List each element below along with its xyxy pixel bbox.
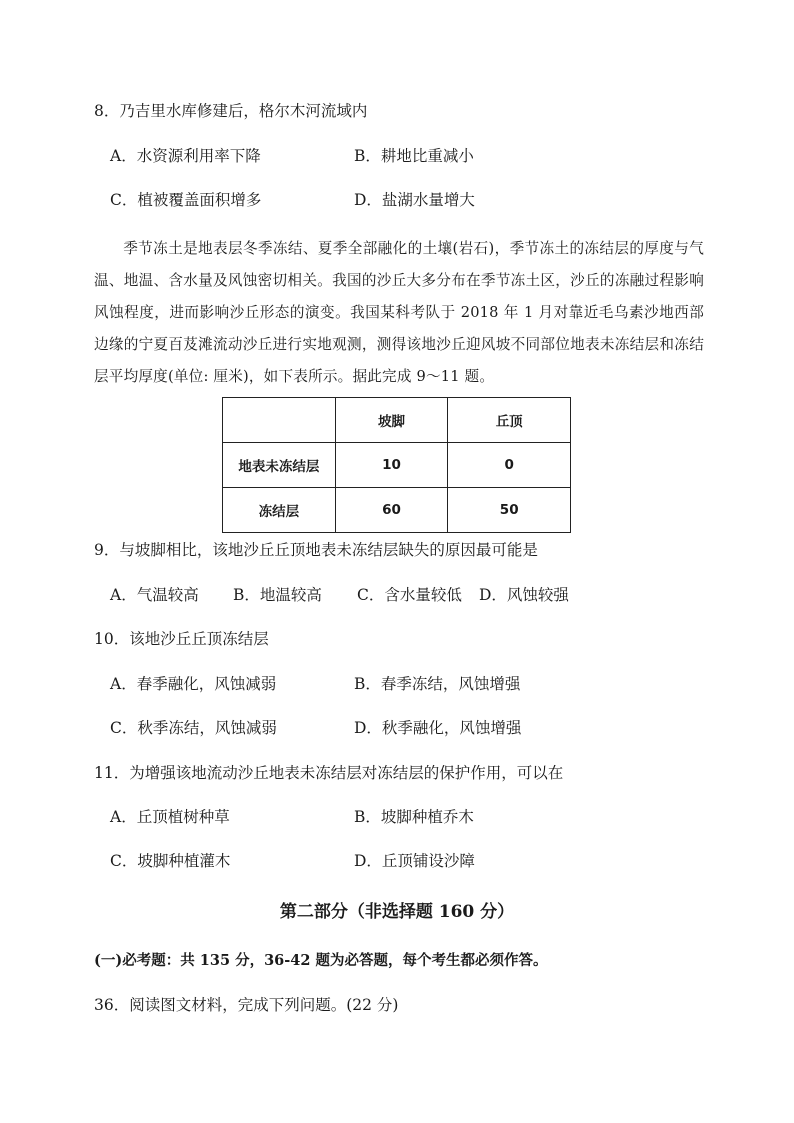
question-10-stem: 10．该地沙丘丘顶冻结层 xyxy=(94,630,269,648)
q11-option-a: A．丘顶植树种草 xyxy=(110,808,230,826)
q11-option-c: C．坡脚种植灌木 xyxy=(110,852,231,870)
table-cell: 10 xyxy=(335,443,448,488)
question-8-stem: 8．乃吉里水库修建后，格尔木河流域内 xyxy=(94,102,368,120)
q9-option-d: D．风蚀较强 xyxy=(479,586,569,604)
part-two-instruction: (一)必考题：共 135 分，36-42 题为必答题，每个考生都必须作答。 xyxy=(94,952,548,969)
q9-option-c: C．含水量较低 xyxy=(357,586,462,604)
q9-option-a: A．气温较高 xyxy=(110,586,199,604)
table-row-label: 地表未冻结层 xyxy=(223,443,336,488)
frozen-layer-table xyxy=(222,397,571,533)
question-36-stem: 36．阅读图文材料，完成下列问题。(22 分) xyxy=(94,996,399,1014)
q8-option-c: C．植被覆盖面积增多 xyxy=(110,191,262,209)
table-header-cell: 坡脚 xyxy=(335,398,448,443)
q11-option-d: D．丘顶铺设沙障 xyxy=(354,852,475,870)
table-row-label: 冻结层 xyxy=(223,488,336,533)
table-header-cell: 丘顶 xyxy=(448,398,571,443)
q11-option-b: B．坡脚种植乔木 xyxy=(354,808,474,826)
q8-option-d: D．盐湖水量增大 xyxy=(354,191,475,209)
q8-option-a: A．水资源利用率下降 xyxy=(110,147,261,165)
table-cell: 50 xyxy=(448,488,571,533)
question-11-stem: 11．为增强该地流动沙丘地表未冻结层对冻结层的保护作用，可以在 xyxy=(94,764,564,782)
q10-option-c: C．秋季冻结，风蚀减弱 xyxy=(110,719,277,737)
table-cell: 60 xyxy=(335,488,448,533)
q10-option-d: D．秋季融化，风蚀增强 xyxy=(354,719,522,737)
q10-option-a: A．春季融化，风蚀减弱 xyxy=(110,675,277,693)
q8-option-b: B．耕地比重减小 xyxy=(354,147,474,165)
part-two-title: 第二部分（非选择题 160 分） xyxy=(279,902,515,922)
q10-option-b: B．春季冻结，风蚀增强 xyxy=(354,675,521,693)
table-header-cell xyxy=(223,398,336,443)
table-header-row xyxy=(223,398,571,443)
table-row xyxy=(223,443,571,488)
table-cell: 0 xyxy=(448,443,571,488)
table-row xyxy=(223,488,571,533)
q9-option-b: B．地温较高 xyxy=(233,586,322,604)
reading-passage: 季节冻土是地表层冬季冻结、夏季全部融化的土壤(岩石)，季节冻土的冻结层的厚度与气温、地温、含水量及风蚀密切相关。我国的沙丘大多分布在季节冻土区，沙丘的冻融过程影响风蚀程度，进而影响沙丘形态的演变。我国某科考队于 2018 年 1 月对靠近毛乌素沙地西部边缘的宁夏百芨滩流动沙丘进行实地观测，测得该地沙丘迎风坡不同部位地表未冻结层和冻结层平均厚度(单位: 厘米)，如下表所示。据此完成 9～11 题。 xyxy=(94,240,704,385)
question-9-stem: 9．与坡脚相比，该地沙丘丘顶地表未冻结层缺失的原因最可能是 xyxy=(94,541,538,559)
